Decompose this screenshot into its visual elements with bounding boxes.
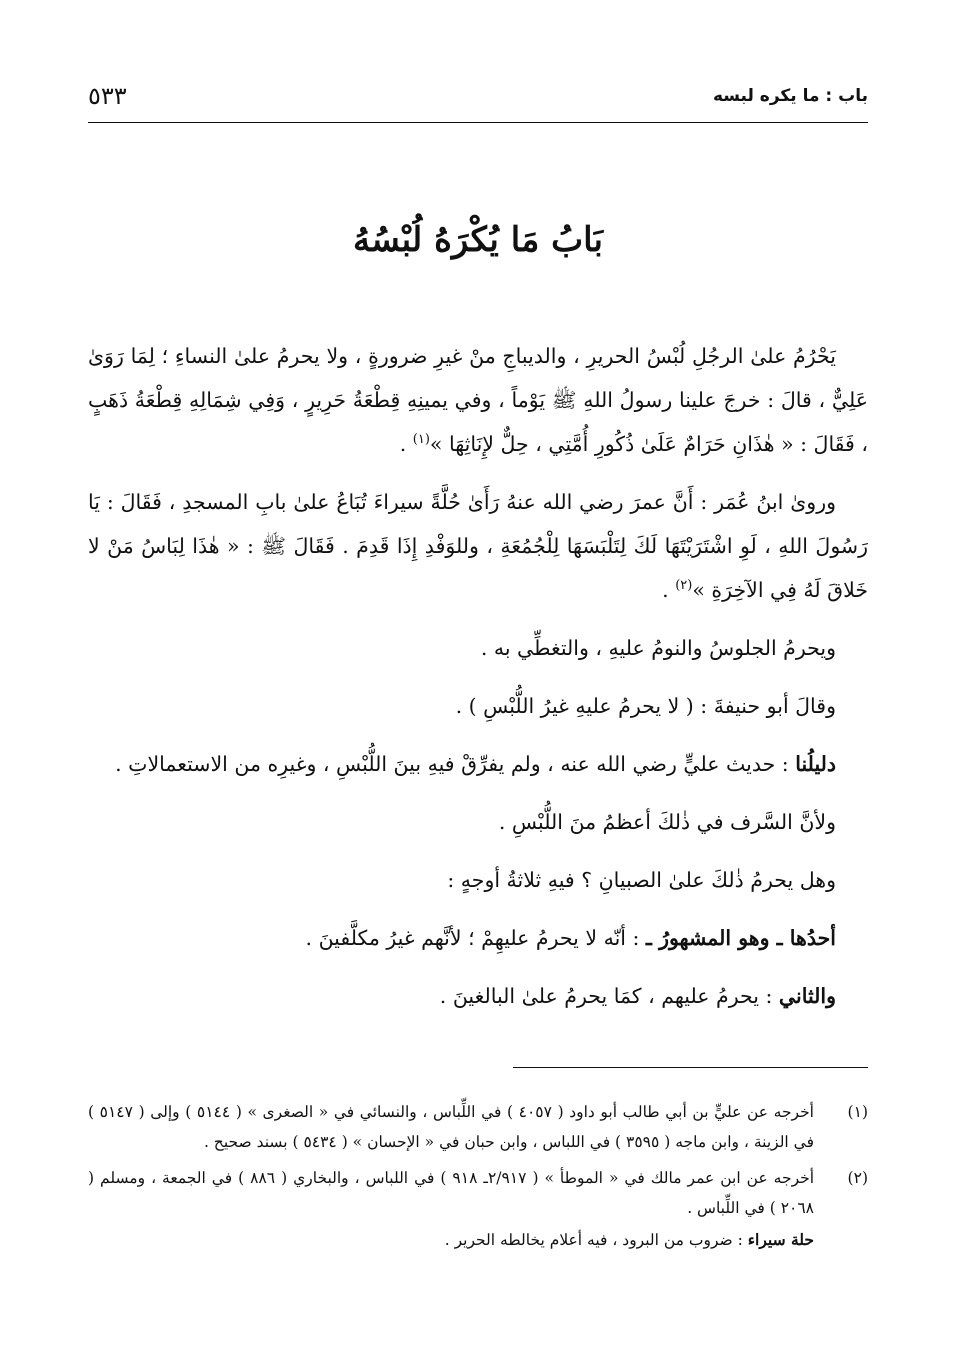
footnote-rule	[513, 1067, 868, 1068]
paragraph-9-text: : يحرمُ عليهم ، كمَا يحرمُ علىٰ البالغينَ .	[439, 984, 779, 1008]
paragraph-1-text: يَحْرُمُ علىٰ الرجُلِ لُبْسُ الحريرِ ، والديباجِ منْ غيرِ ضرورةٍ ، ولا يحرمُ علىٰ النساءِ ؛ لِمَا رَوَىٰ عَلِيٌّ ، قالَ : خرجَ علينا رسولُ اللهِ ﷺ يَوْماً ، وفي يمينِهِ قِطْعَةُ حَرِيرٍ ، وَفِي شِمَالِهِ قِطْعَةُ ذَهَبٍ ، فَقَالَ : « هٰذَانِ حَرَامٌ عَلَىٰ ذُكُورِ أُمَّتِي ، حِلٌّ لإِنَاثِهَا »	[88, 344, 868, 456]
footnote-2-number: (٢)	[847, 1169, 868, 1187]
paragraph-2-text: ورویٰ ابنُ عُمَر : أَنَّ عمرَ رضي الله عنهُ رَأَىٰ حُلَّةً سيراءَ تُبَاعُ علىٰ بابِ المسجدِ ، فَقَالَ : يَا رَسُولَ اللهِ ، لَوِ اشْتَرَيْتَهَا لَكَ لِتَلْبَسَهَا لِلْجُمُعَةِ ، وللوَفْدِ إِذَا قَدِمَ . فَقَالَ ﷺ : « هٰذَا لِبَاسُ مَنْ لا خَلاقَ لَهُ فِي الآخِرَةِ »	[88, 490, 868, 602]
paragraph-6: ولأنَّ السَّرف في ذٰلكَ أعظمُ منَ اللُّبْسِ .	[498, 810, 836, 834]
paragraph-2	[88, 480, 868, 612]
page-number: ٥٣٣	[88, 82, 127, 110]
page-header	[88, 82, 868, 120]
paragraph-7: وهل يحرمُ ذٰلكَ علىٰ الصبيانِ ؟ فيهِ ثلاثةُ أوجهٍ :	[447, 868, 836, 892]
paragraph-1	[88, 334, 868, 466]
paragraph-4: وقالَ أبو حنيفةَ : ( لا يحرمُ عليهِ غيرُ اللُّبْسِ ) .	[455, 694, 836, 718]
paragraph-5-lead: دليلُنا	[795, 752, 836, 776]
footnote-2	[88, 1163, 868, 1223]
paragraph-8-text: : أنّه لا يحرمُ عليهِمْ ؛ لأنَّهم غيرُ مكلَّفينَ .	[305, 926, 646, 950]
paragraph-5	[88, 742, 868, 786]
footnote-1-number: (١)	[847, 1103, 868, 1121]
footnote-ref-2: (٢)	[675, 578, 693, 594]
running-title: باب : ما يكره لبسه	[712, 86, 868, 106]
footnote-1-text: أخرجه عن عليٍّ بن أبي طالب أبو داود ( ٤٠٥٧ ) في اللِّباس ، والنسائي في « الصغرى » ( ٥١٤٤ ) وإلى ( ٥١٤٧ ) في الزينة ، وابن ماجه ( ٣٥٩٥ ) في اللباس ، وابن حبان في « الإحسان » ( ٥٤٣٤ ) بسند صحيح .	[88, 1103, 814, 1151]
footnote-gloss	[88, 1225, 868, 1255]
chapter-title: بَابُ مَا يُكْرَهُ لُبْسُهُ	[353, 220, 603, 260]
main-text	[88, 334, 868, 1018]
paragraph-8-lead: أحدُها ـ وهو المشهورُ ـ	[645, 926, 836, 950]
paragraph-3: ويحرمُ الجلوسُ والنومُ عليهِ ، والتغطِّي به .	[480, 636, 836, 660]
paragraph-1-end: .	[399, 432, 413, 456]
paragraph-9	[88, 974, 868, 1018]
paragraph-9-lead: والثاني	[778, 984, 836, 1008]
footnotes	[88, 1097, 868, 1255]
footnote-1	[88, 1097, 868, 1157]
paragraph-8	[88, 916, 868, 960]
gloss-term: حلة سيراء	[747, 1230, 814, 1249]
footnote-2-text: أخرجه عن ابن عمر مالك في « الموطأ » ( ٢/٩١٧ـ ٩١٨ ) في اللباس ، والبخاري ( ٨٨٦ ) في الجمعة ، ومسلم ( ٢٠٦٨ ) في اللِّباس .	[88, 1169, 815, 1217]
header-rule	[88, 122, 868, 123]
paragraph-5-text: : حديث عليٍّ رضي الله عنه ، ولم يفرِّقْ فيهِ بينَ اللُّبْسِ ، وغيرِه من الاستعمالاتِ .	[115, 752, 796, 776]
gloss-text: : ضروب من البرود ، فيه أعلام يخالطه الحرير .	[444, 1231, 748, 1249]
footnote-ref-1: (١)	[412, 432, 430, 448]
paragraph-2-end: .	[662, 578, 676, 602]
